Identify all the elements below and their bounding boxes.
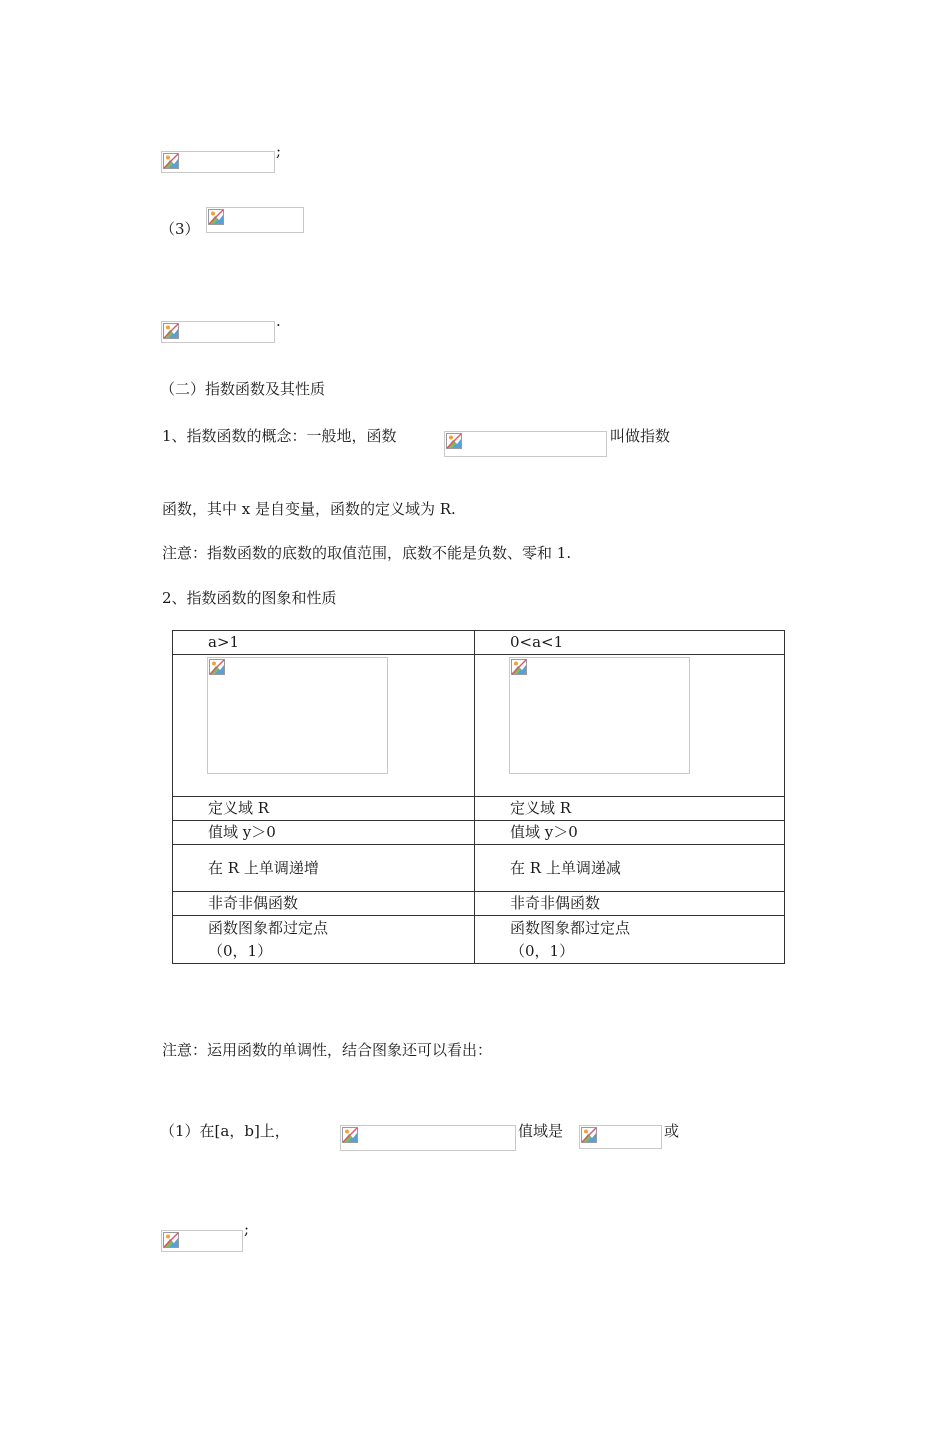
line-b-suffix: . <box>276 312 281 330</box>
formula-image-3 <box>161 321 275 343</box>
domain-left: 定义域 R <box>173 797 475 821</box>
formula-image-2 <box>206 207 304 233</box>
line-a-suffix: ; <box>276 142 282 160</box>
formula-image-1 <box>161 151 275 173</box>
header-a-between-0-1: 0<a<1 <box>475 631 785 655</box>
parity-left: 非奇非偶函数 <box>173 892 475 916</box>
definition-prefix: 1、指数函数的概念：一般地，函数 <box>162 427 397 445</box>
definition-line-2: 函数，其中 x 是自变量，函数的定义域为 R. <box>162 500 456 518</box>
broken-image-icon <box>511 659 527 675</box>
heading-2: 2、指数函数的图象和性质 <box>162 589 337 607</box>
broken-image-icon <box>163 323 179 339</box>
item-3-label: （3） <box>160 220 200 238</box>
function-formula-image <box>444 431 607 457</box>
header-a-gt-1: a>1 <box>173 631 475 655</box>
fixed-point-right-text: 函数图象都过定点（0，1） <box>510 918 631 960</box>
broken-image-icon <box>208 209 224 225</box>
broken-image-icon <box>581 1127 597 1143</box>
formula-image-4 <box>340 1125 516 1151</box>
fixed-point-left-text: 函数图象都过定点（0，1） <box>208 918 329 960</box>
graph-image-a-between-0-1 <box>509 657 690 774</box>
broken-image-icon <box>446 433 462 449</box>
broken-image-icon <box>342 1127 358 1143</box>
section-title: （二）指数函数及其性质 <box>160 380 326 398</box>
fixed-point-right <box>475 916 785 964</box>
monotonic-left <box>173 845 475 892</box>
graph-cell-right <box>475 655 785 797</box>
formula-image-5 <box>579 1125 662 1149</box>
domain-right: 定义域 R <box>475 797 785 821</box>
monotonic-left-text: 在 R 上单调递增 <box>208 858 319 877</box>
graph-cell-left <box>173 655 475 797</box>
parity-right: 非奇非偶函数 <box>475 892 785 916</box>
range-left: 值域 y＞0 <box>173 821 475 845</box>
properties-table <box>172 630 785 964</box>
graph-image-a-gt-1 <box>207 657 388 774</box>
broken-image-icon <box>209 659 225 675</box>
broken-image-icon <box>163 1232 179 1248</box>
line-c-suffix: ; <box>244 1220 250 1238</box>
fixed-point-left <box>173 916 475 964</box>
monotonic-right: 在 R 上单调递减 <box>475 845 785 892</box>
item-1-suffix: 或 <box>664 1122 680 1140</box>
definition-suffix: 叫做指数 <box>610 427 671 445</box>
note-1: 注意：指数函数的底数的取值范围，底数不能是负数、零和 1. <box>162 544 572 562</box>
formula-image-6 <box>161 1230 243 1252</box>
range-right: 值域 y＞0 <box>475 821 785 845</box>
note-2: 注意：运用函数的单调性，结合图象还可以看出： <box>162 1041 493 1059</box>
item-1-prefix: （1）在[a，b]上， <box>160 1122 290 1140</box>
broken-image-icon <box>163 153 179 169</box>
item-1-middle: 值域是 <box>518 1122 564 1140</box>
